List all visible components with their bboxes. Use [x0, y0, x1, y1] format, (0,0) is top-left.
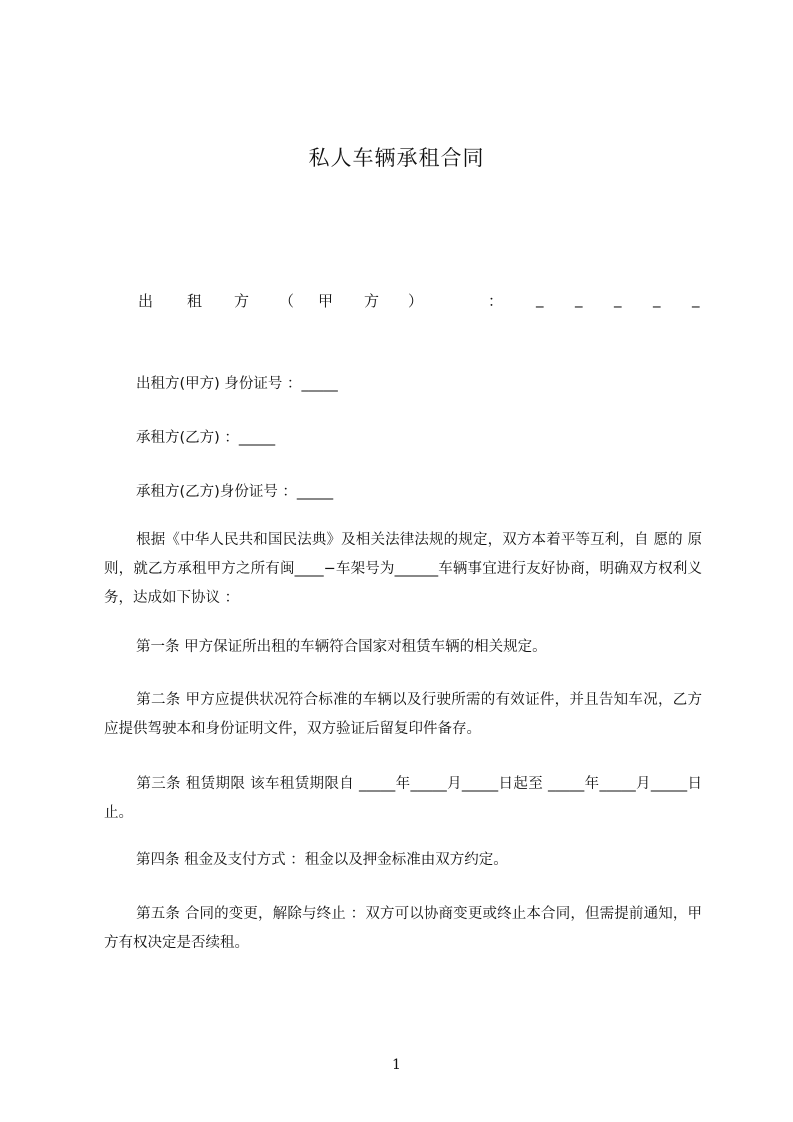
lessor-char: 方 — [234, 292, 250, 310]
article-1 — [104, 633, 702, 662]
lessor-blank: _ — [692, 290, 700, 308]
article-5 — [104, 900, 702, 958]
lessor-blank: _ — [536, 290, 544, 308]
lessee-line: 承租方(乙方) ：_____ — [136, 430, 276, 446]
article-4 — [104, 846, 702, 875]
lessor-blank: _ — [575, 290, 583, 308]
preamble-text: 根据《中华人民共和国民法典》及相关法律法规的规定，双方本着平等互利，自 愿的 原则，就乙方承租甲方之所有闽____−车架号为______车辆事宜进行友好协商，明确双方权利义务，达成如下协议 ： — [104, 532, 702, 606]
lessor-id-line: 出租方(甲方) 身份证号 ：_____ — [136, 376, 338, 392]
page-number: 1 — [392, 1057, 401, 1073]
lessor-char: 甲 — [318, 292, 334, 310]
lessee-id-line: 承租方(乙方)身份证号 ：_____ — [136, 484, 334, 500]
lessor-char: ） — [408, 292, 424, 310]
article-text: 第五条 合同的变更，解除与终止 ：双方可以协商变更或终止本合同，但需提前通知，甲 方有权决定是否续租。 — [104, 906, 702, 951]
lessor-char: 方 — [364, 292, 380, 310]
article-text: 第二条 甲方应提供状况符合标准的车辆以及行驶所需的有效证件，并且告知车况，乙方 应提供驾驶本和身份证明文件，双方验证后留复印件备存。 — [104, 692, 702, 737]
preamble-paragraph — [104, 526, 702, 613]
lessor-char: 租 — [187, 292, 203, 310]
article-text: 第四条 租金及支付方式 ：租金以及押金标准由双方约定。 — [136, 852, 508, 868]
lessor-blank: _ — [614, 290, 622, 308]
article-2 — [104, 686, 702, 744]
lessor-char: ： — [488, 292, 504, 310]
article-text: 第一条 甲方保证所出租的车辆符合国家对租赁车辆的相关规定。 — [136, 639, 547, 655]
lessor-char: 出 — [138, 292, 154, 310]
article-3 — [104, 770, 702, 828]
lessor-line — [138, 290, 700, 314]
article-text: 第三条 租赁期限 该车租赁期限自 _____年_____月_____日起至 _____年_____月_____日止。 — [104, 776, 702, 821]
lessor-blank: _ — [653, 290, 661, 308]
lessor-char: （ — [279, 292, 295, 310]
page-title: 私人车辆承租合同 — [308, 146, 485, 170]
